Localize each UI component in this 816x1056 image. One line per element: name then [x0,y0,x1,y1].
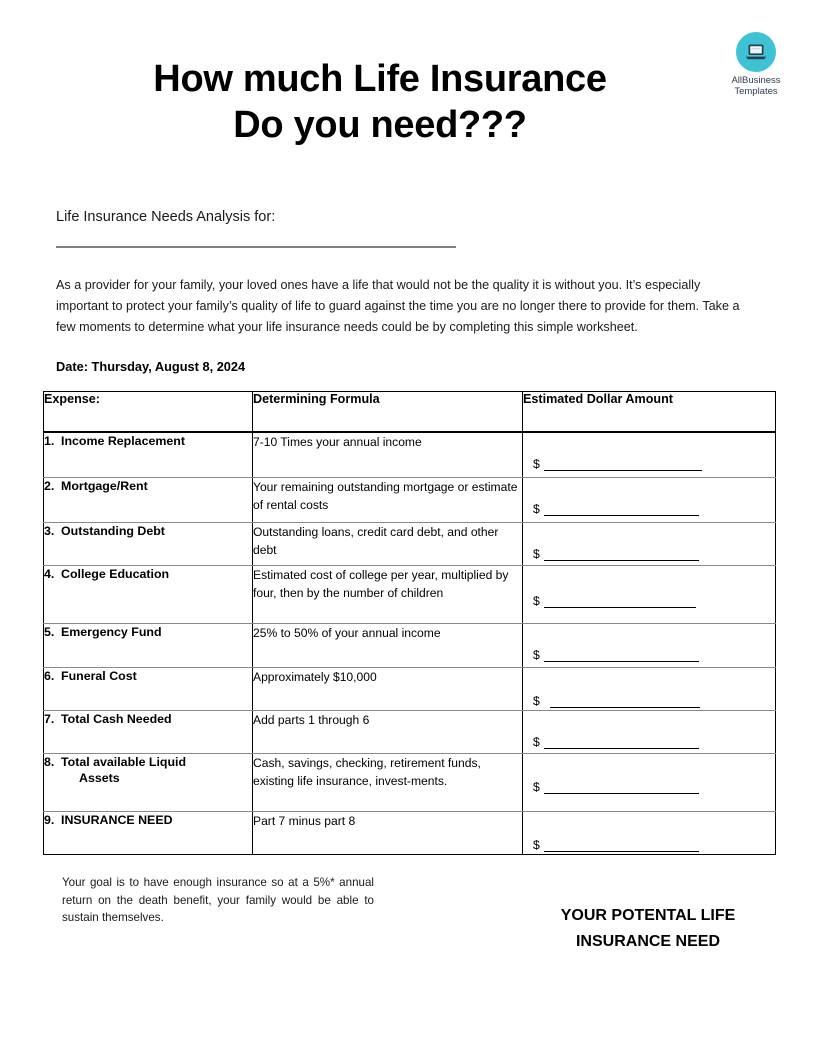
row-number: 3. [44,524,55,538]
table-row [44,478,776,523]
amount-input-7[interactable] [544,738,699,749]
row-number: 5. [44,625,55,639]
row-amount-cell [523,668,776,711]
row-expense-label: Income Replacement [61,433,185,448]
page-title [60,56,700,148]
row-amount-cell [523,754,776,812]
date-line: Date: Thursday, August 8, 2024 [56,359,246,374]
row-formula-cell: Your remaining outstanding mortgage or estimate of rental costs [253,478,523,523]
page-title-line2: Do you need??? [233,104,527,146]
table-row [44,432,776,478]
amount-input-9[interactable] [544,841,699,852]
column-header-formula: Determining Formula [253,392,523,432]
row-number: 9. [44,813,55,827]
potential-need-line1: YOUR POTENTAL LIFE [560,907,736,924]
row-number: 6. [44,669,55,683]
table-row [44,624,776,668]
dollar-sign: $ [533,838,540,852]
row-expense-label: Total Cash Needed [61,712,172,726]
table-header-row [44,392,776,432]
row-formula-cell: Approximately $10,000 [253,668,523,711]
table-row [44,812,776,855]
laptop-icon [736,32,776,72]
table-row [44,711,776,754]
life-insurance-needs-table [43,391,776,855]
amount-input-8[interactable] [544,783,699,794]
dollar-sign: $ [533,594,540,608]
dollar-sign: $ [533,694,540,708]
dollar-sign: $ [533,780,540,794]
potential-need-label [520,903,776,955]
page-title-line1: How much Life Insurance [153,58,607,100]
amount-input-4[interactable] [544,597,696,608]
row-expense-label: INSURANCE NEED [61,813,173,827]
row-number: 8. [44,755,55,769]
row-number: 2. [44,479,55,493]
row-number: 4. [44,567,55,581]
table-row [44,754,776,812]
row-amount-cell [523,432,776,478]
row-expense-label: Mortgage/Rent [61,479,148,493]
row-expense-cell [44,624,253,668]
row-amount-cell [523,478,776,523]
logo-text-line2: Templates [734,86,778,97]
row-amount-cell [523,624,776,668]
potential-need-line2: INSURANCE NEED [575,933,720,950]
column-header-expense: Expense: [44,392,253,432]
row-amount-cell [523,566,776,624]
row-formula-cell: Cash, savings, checking, retirement funds, existing life insurance, invest-ments. [253,754,523,812]
dollar-sign: $ [533,502,540,516]
row-formula-cell: Estimated cost of college per year, multiplied by four, then by the number of children [253,566,523,624]
name-blank-line[interactable] [56,246,456,248]
row-expense-cell [44,754,253,812]
row-number: 7. [44,712,55,726]
amount-input-6[interactable] [550,697,700,708]
goal-note: Your goal is to have enough insurance so at a 5%* annual return on the death benefit, your family would be able to sustain themselves. [62,876,374,924]
analysis-for-label: Life Insurance Needs Analysis for: [56,209,276,225]
amount-input-5[interactable] [544,651,699,662]
row-expense-label: Emergency Fund [61,625,162,639]
row-expense-cell [44,478,253,523]
row-expense-cell [44,432,253,478]
row-expense-label: College Education [61,567,170,581]
row-expense-cell [44,668,253,711]
row-expense-cell [44,812,253,855]
dollar-sign: $ [533,547,540,561]
row-formula-cell: Outstanding loans, credit card debt, and other debt [253,523,523,566]
dollar-sign: $ [533,735,540,749]
row-formula-cell: Part 7 minus part 8 [253,812,523,855]
row-formula-cell: Add parts 1 through 6 [253,711,523,754]
row-number: 1. [44,433,55,448]
row-expense-label: Funeral Cost [61,669,137,683]
amount-input-3[interactable] [544,550,699,561]
logo-text-line1: AllBusiness [731,75,781,86]
table-row [44,523,776,566]
column-header-amount: Estimated Dollar Amount [523,392,776,432]
table-row [44,668,776,711]
allbusiness-templates-logo [716,32,796,97]
row-expense-label-line2: Assets [79,771,120,785]
row-amount-cell [523,711,776,754]
amount-input-2[interactable] [544,505,699,516]
row-expense-cell [44,566,253,624]
row-formula-cell: 25% to 50% of your annual income [253,624,523,668]
row-expense-cell [44,711,253,754]
row-amount-cell [523,523,776,566]
amount-input-1[interactable] [544,460,702,471]
dollar-sign: $ [533,648,540,662]
dollar-sign: $ [533,456,540,471]
row-amount-cell [523,812,776,855]
intro-paragraph: As a provider for your family, your loved ones have a life that would not be the quality it is without you. It’s especially important to protect your family’s quality of life to guard against the time you are no longer there to provide for them. Take a few moments to determine what your life insurance needs could be by completing this simple worksheet. [56,278,740,334]
row-expense-cell [44,523,253,566]
row-expense-label: Outstanding Debt [61,524,165,538]
row-expense-label: Total available Liquid [61,755,187,769]
table-row [44,566,776,624]
row-formula-cell: 7-10 Times your annual income [253,432,523,478]
